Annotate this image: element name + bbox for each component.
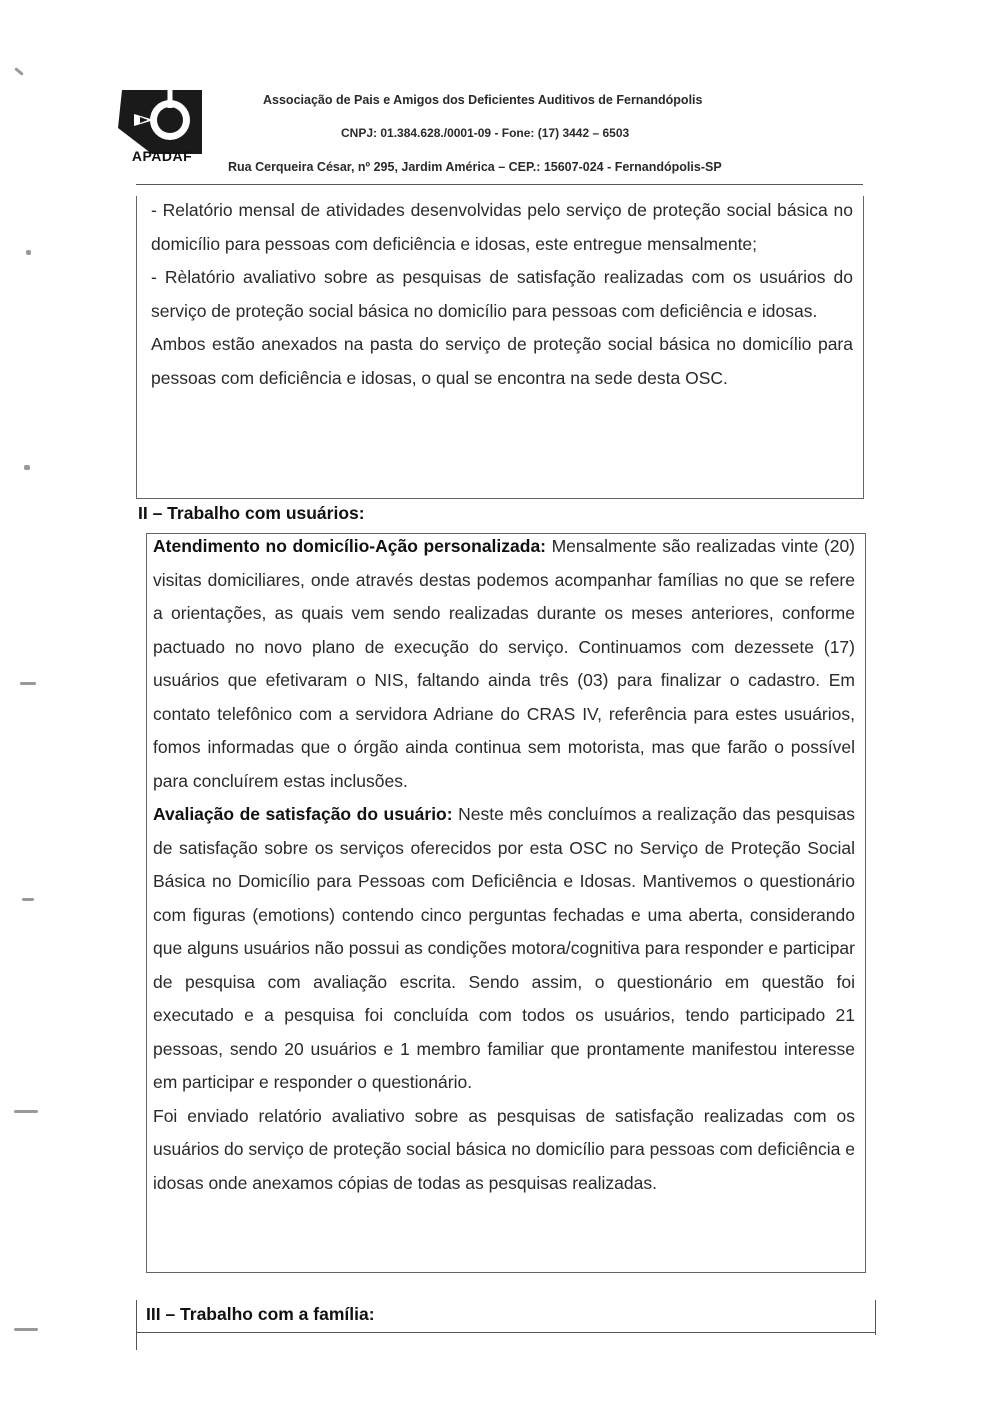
satisfaction-text: Neste mês concluímos a realização das pesquisas de satisfação sobre os serviços oferecidos por esta OSC no Serviço de Proteção Social Básica no Domicílio para Pessoas com Deficiência e Idosas. Mantivemos o questionário com figuras (emotions) contendo cinco perguntas fechadas e uma aberta, considerando que alguns usuários não possui as condições motora/cognitiva para responder e participar de pesquisa com avaliação escrita. Sendo assim, o questionário em questão foi executado e a pesquisa foi concluída com todos os usuários, tendo participado 21 pessoas, sendo 20 usuários e 1 membro familiar que prontamente manifestou interesse em participar e responder o questionário.: [153, 804, 855, 1092]
section-family-title: III – Trabalho com a família:: [146, 1304, 375, 1324]
reports-note: Ambos estão anexados na pasta do serviço de proteção social básica no domicílio para pessoas com deficiência e idosas, o qual se encontra na sede desta OSC.: [151, 334, 853, 388]
scan-mark: [14, 67, 24, 76]
scan-mark: [14, 1328, 38, 1331]
header-divider: [136, 184, 863, 185]
organization-name: Associação de Pais e Amigos dos Deficientes Auditivos de Fernandópolis: [263, 93, 703, 107]
logo-text: APADAF: [131, 148, 193, 164]
reports-text: [151, 194, 853, 395]
family-box-left: [136, 1300, 137, 1350]
home-care-paragraph: [153, 530, 855, 798]
scan-mark: [20, 682, 36, 685]
report-sent-paragraph: Foi enviado relatório avaliativo sobre as pesquisas de satisfação realizadas com os usuários do serviço de proteção social básica no domicílio para pessoas com deficiência e idosas onde anexamos cópias de todas as pesquisas realizadas.: [153, 1105, 855, 1193]
home-care-text: Mensalmente são realizadas vinte (20) visitas domiciliares, onde através destas podemos acompanhar famílias no que se refere a orientações, as quais vem sendo realizadas durante os meses anteriores, conforme pactuado no novo plano de execução do serviço. Continuamos com dezessete (17) usuários que efetivaram o NIS, faltando ainda três (03) para finalizar o cadastro. Em contato telefônico com a servidora Adriane do CRAS IV, referência para estes usuários, fomos informadas que o órgão ainda continua sem motorista, mas que farão o possível para concluírem estas inclusões.: [153, 536, 855, 791]
satisfaction-label: Avaliação de satisfação do usuário:: [153, 804, 453, 824]
section-users-title: II – Trabalho com usuários:: [138, 503, 365, 523]
home-care-label: Atendimento no domicílio-Ação personalizada:: [153, 536, 547, 556]
cnpj-phone-line: CNPJ: 01.384.628./0001-09 - Fone: (17) 3442 – 6503: [341, 126, 630, 140]
scan-mark: [14, 1110, 38, 1113]
report-item-monthly: - Relatório mensal de atividades desenvolvidas pelo serviço de proteção social básica no domicílio para pessoas com deficiência e idosas, este entregue mensalmente;: [151, 200, 853, 254]
report-item-evaluation: - Rèlatório avaliativo sobre as pesquisas de satisfação realizadas com os usuários do serviço de proteção social básica no domicílio para pessoas com deficiência e idosas.: [151, 267, 853, 321]
scan-mark: [26, 250, 31, 255]
users-text: [153, 530, 855, 1200]
satisfaction-paragraph: [153, 798, 855, 1100]
family-box-bottom: [136, 1332, 876, 1333]
scan-mark: [24, 465, 30, 470]
address-line: Rua Cerqueira César, nº 295, Jardim América – CEP.: 15607-024 - Fernandópolis-SP: [228, 160, 722, 174]
family-box-right: [875, 1300, 876, 1335]
scan-mark: [22, 898, 34, 901]
